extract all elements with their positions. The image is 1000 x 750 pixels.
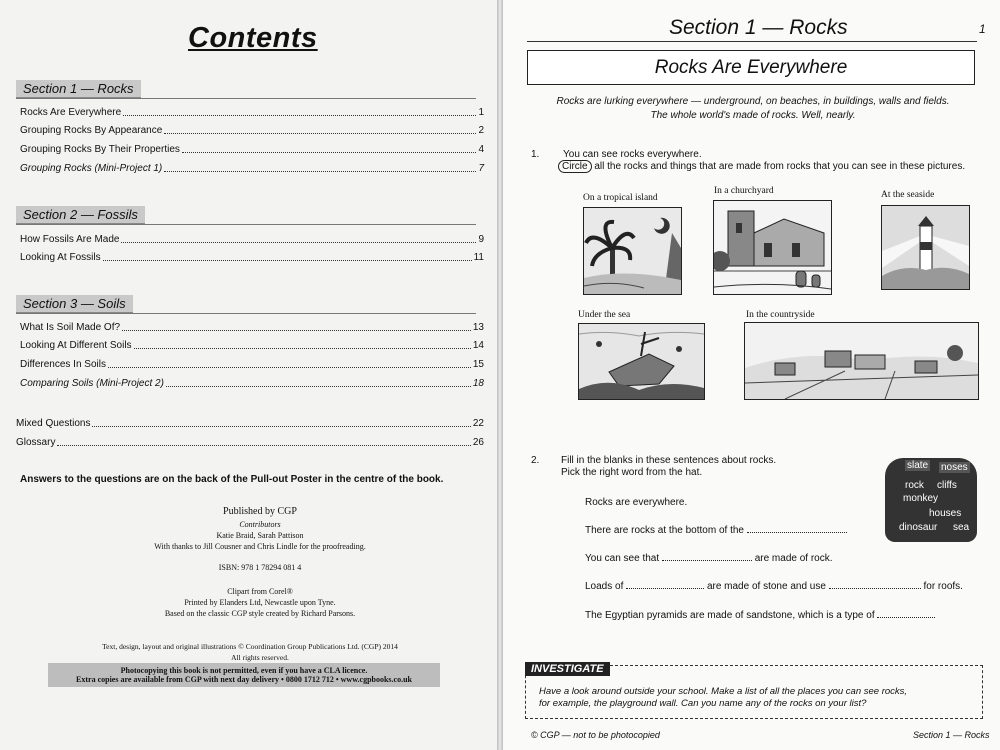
hat-word: houses bbox=[929, 508, 962, 519]
answer-blank[interactable] bbox=[662, 560, 752, 561]
caption-island: On a tropical island bbox=[583, 193, 658, 203]
toc-entry bbox=[20, 234, 484, 245]
answers-note: Answers to the questions are on the back of the Pull-out Poster in the centre of the book. bbox=[20, 474, 444, 485]
investigate-tag: INVESTIGATE bbox=[525, 662, 610, 676]
toc-label: Looking At Different Soils bbox=[20, 340, 132, 351]
word-hat bbox=[885, 458, 977, 542]
churchyard-picture bbox=[713, 200, 832, 295]
q2-line-2: Pick the right word from the hat. bbox=[561, 467, 703, 478]
toc-page: 2 bbox=[478, 125, 484, 136]
caption-seaside: At the seaside bbox=[881, 190, 935, 200]
sentence-text: You can see that bbox=[585, 553, 660, 564]
hat-word: cliffs bbox=[937, 480, 957, 491]
hat-word: monkey bbox=[903, 493, 939, 504]
toc-page: 9 bbox=[478, 234, 484, 245]
q2-sentence-1 bbox=[585, 525, 847, 536]
caption-churchyard: In a churchyard bbox=[714, 186, 774, 196]
investigate-line-2: for example, the playground wall. Can you name any of the rocks on your list? bbox=[539, 698, 867, 709]
hat-word: slate bbox=[907, 460, 929, 471]
answer-blank[interactable] bbox=[829, 588, 921, 589]
toc-label: What Is Soil Made Of? bbox=[20, 322, 121, 333]
toc-entry bbox=[20, 144, 484, 155]
section-2-rule bbox=[16, 224, 476, 225]
toc-page: 4 bbox=[478, 144, 484, 155]
sea-picture bbox=[578, 323, 705, 400]
intro-text bbox=[533, 95, 973, 123]
toc-label: Looking At Fossils bbox=[20, 252, 101, 263]
q1-line-1: You can see rocks everywhere. bbox=[563, 149, 702, 160]
copyright: Text, design, layout and original illustrations © Coordination Group Publications Ltd. (CGP) 2014 bbox=[102, 642, 398, 651]
intro-line-1: Rocks are lurking everywhere — underground, on beaches, in buildings, walls and fields. bbox=[556, 96, 950, 107]
toc-entry bbox=[16, 437, 484, 448]
footer-right: Section 1 — Rocks bbox=[913, 730, 990, 740]
toc-label: Mixed Questions bbox=[16, 418, 91, 429]
contents-title: Contents bbox=[188, 22, 318, 54]
toc-label: Grouping Rocks By Their Properties bbox=[20, 144, 180, 155]
toc-label: How Fossils Are Made bbox=[20, 234, 120, 245]
photocopy-line-2: Extra copies are available from CGP with next day delivery • 0800 1712 712 • www.cgpbooks.co.uk bbox=[76, 675, 412, 684]
page-title: Rocks Are Everywhere bbox=[654, 57, 848, 78]
seaside-picture bbox=[881, 205, 970, 290]
printer: Printed by Elanders Ltd, Newcastle upon Tyne. bbox=[184, 598, 336, 607]
section-1-rule bbox=[16, 98, 476, 99]
title-rule bbox=[527, 41, 977, 42]
toc-page: 7 bbox=[478, 163, 484, 174]
isbn: ISBN: 978 1 78294 081 4 bbox=[218, 563, 302, 572]
toc-label: Comparing Soils (Mini-Project 2) bbox=[20, 378, 164, 389]
rights: All rights reserved. bbox=[231, 653, 289, 662]
toc-label: Glossary bbox=[16, 437, 56, 448]
investigate-text bbox=[539, 686, 969, 710]
q1-number: 1. bbox=[531, 149, 540, 160]
page-number: 1 bbox=[979, 22, 986, 36]
sentence-text: The Egyptian pyramids are made of sandstone, which is a type of bbox=[585, 610, 875, 621]
sentence-text: are made of stone and use bbox=[706, 581, 826, 592]
toc-entry bbox=[20, 359, 484, 370]
hat-word: rock bbox=[905, 480, 924, 491]
contributors-label: Contributors bbox=[239, 520, 281, 529]
q2-sentence-4 bbox=[585, 610, 935, 621]
toc-page: 1 bbox=[478, 107, 484, 118]
page-title-box bbox=[527, 50, 975, 85]
q1-line-2 bbox=[558, 161, 1000, 172]
toc-page: 14 bbox=[472, 340, 484, 351]
q2-sentence-3 bbox=[585, 581, 963, 592]
sentence-text: are made of rock. bbox=[754, 553, 833, 564]
q2-line-1: Fill in the blanks in these sentences about rocks. bbox=[561, 455, 777, 466]
answer-blank[interactable] bbox=[626, 588, 704, 589]
photocopy-line-1: Photocopying this book is not permitted, even if you have a CLA licence. bbox=[120, 666, 368, 675]
island-picture bbox=[583, 207, 682, 295]
section-3-heading: Section 3 — Soils bbox=[16, 295, 133, 313]
toc-entry bbox=[20, 163, 484, 174]
toc-page: 18 bbox=[472, 378, 484, 389]
toc-page: 13 bbox=[472, 322, 484, 333]
section-3-rule bbox=[16, 313, 476, 314]
q1-instruction: all the rocks and things that are made from rocks that you can see in these pictures. bbox=[594, 161, 966, 172]
toc-page: 22 bbox=[472, 418, 484, 429]
hat-word: sea bbox=[953, 522, 970, 533]
caption-sea: Under the sea bbox=[578, 310, 631, 320]
caption-countryside: In the countryside bbox=[746, 310, 815, 320]
sentence-text: Loads of bbox=[585, 581, 624, 592]
q2-sentence-2 bbox=[585, 553, 833, 564]
contents-page bbox=[0, 0, 497, 750]
photocopy-notice bbox=[48, 663, 440, 687]
section-2-heading: Section 2 — Fossils bbox=[16, 206, 145, 224]
toc-label: Differences In Soils bbox=[20, 359, 106, 370]
hat-word: dinosaur bbox=[899, 522, 938, 533]
toc-label: Rocks Are Everywhere bbox=[20, 107, 122, 118]
countryside-picture bbox=[744, 322, 979, 400]
toc-entry bbox=[20, 252, 484, 263]
toc-entry bbox=[20, 125, 484, 136]
worksheet-page bbox=[503, 0, 1000, 750]
footer-left: © CGP — not to be photocopied bbox=[531, 730, 660, 740]
circle-word: Circle bbox=[558, 160, 592, 173]
toc-page: 26 bbox=[472, 437, 484, 448]
toc-entry bbox=[20, 107, 484, 118]
toc-label: Grouping Rocks By Appearance bbox=[20, 125, 163, 136]
published-by: Published by CGP bbox=[223, 506, 297, 517]
q2-number: 2. bbox=[531, 455, 540, 466]
section-1-heading: Section 1 — Rocks bbox=[16, 80, 141, 98]
answer-blank[interactable] bbox=[877, 617, 935, 618]
investigate-line-1: Have a look around outside your school. Make a list of all the places you can see rocks, bbox=[539, 686, 908, 697]
toc-entry bbox=[16, 418, 484, 429]
thanks: With thanks to Jill Cousner and Chris Lindle for the proofreading. bbox=[154, 542, 366, 551]
sentence-text: for roofs. bbox=[923, 581, 963, 592]
clipart-credit: Clipart from Corel® bbox=[227, 587, 293, 596]
intro-line-2: The whole world's made of rocks. Well, nearly. bbox=[650, 110, 856, 121]
answer-blank[interactable] bbox=[747, 532, 847, 533]
toc-entry bbox=[20, 378, 484, 389]
toc-entry bbox=[20, 322, 484, 333]
toc-page: 11 bbox=[473, 252, 484, 263]
q2-example: Rocks are everywhere. bbox=[585, 497, 688, 508]
toc-page: 15 bbox=[472, 359, 484, 370]
hat-word: noses bbox=[941, 462, 968, 473]
sentence-text: There are rocks at the bottom of the bbox=[585, 525, 744, 536]
contributors: Katie Braid, Sarah Pattison bbox=[216, 531, 304, 540]
toc-entry bbox=[20, 340, 484, 351]
section-title: Section 1 — Rocks bbox=[669, 16, 848, 39]
based-on: Based on the classic CGP style created by Richard Parsons. bbox=[164, 609, 356, 618]
toc-label: Grouping Rocks (Mini-Project 1) bbox=[20, 163, 163, 174]
